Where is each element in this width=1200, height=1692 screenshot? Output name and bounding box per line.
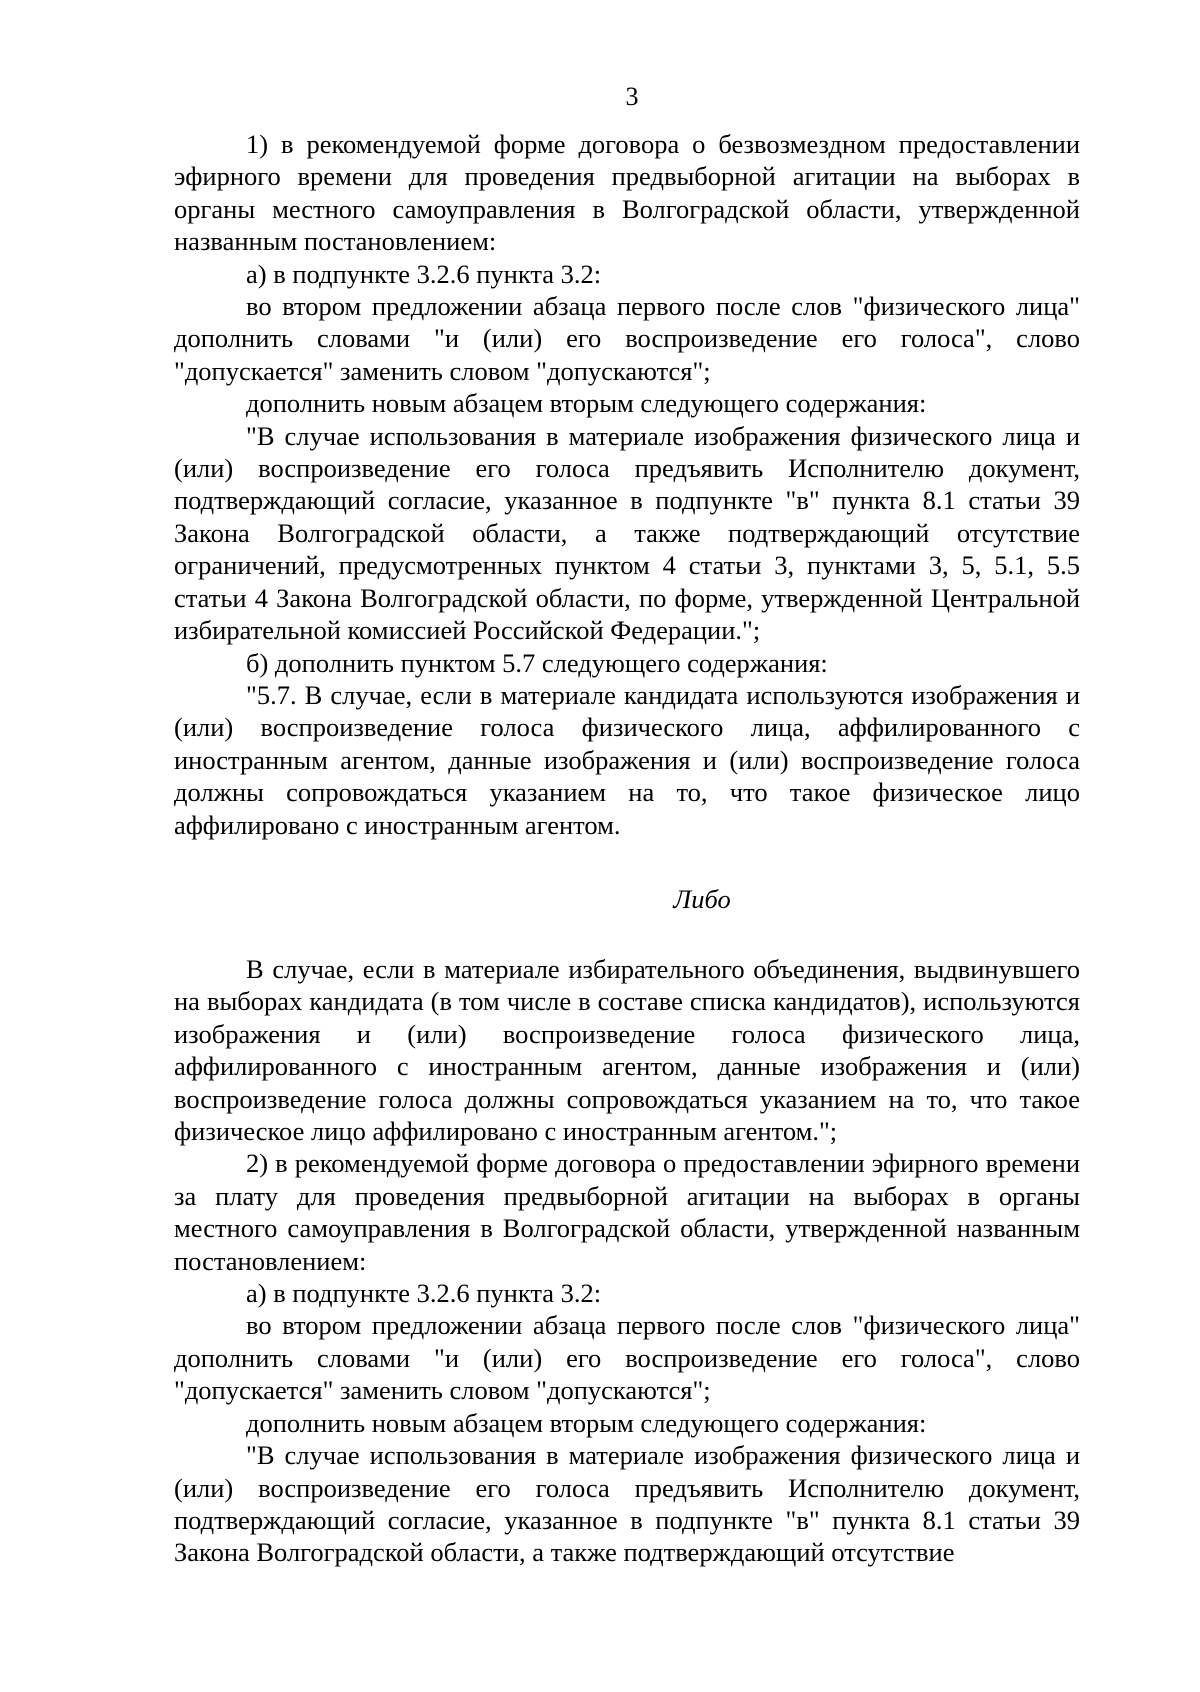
paragraph-quote: "В случае использования в материале изображения физического лица и (или) воспроизведение его голоса предъявить Исполнителю документ, подтверждающий согласие, указанное в подпункте "в" пункта 8.1 статьи 39 Закона Волгоградской области, а также подтверждающий отсутствие ограничений, предусмотренных пунктом 4 статьи 3, пунктами 3, 5, 5.1, 5.5 статьи 4 Закона Волгоградской области, по форме, утвержденной Центральной избирательной комиссией Российской Федерации.";	[174, 420, 1080, 646]
paragraph-amendment-2: во втором предложении абзаца первого после слов "физического лица" дополнить словами "и (или) его воспроизведение его голоса", слово "допускается" заменить словом "допускаются";	[174, 1310, 1080, 1406]
paragraph-quote-2: "В случае использования в материале изображения физического лица и (или) воспроизведение его голоса предъявить Исполнителю документ, подтверждающий согласие, указанное в подпункте "в" пункта 8.1 статьи 39 Закона Волгоградской области, а также подтверждающий отсутствие	[174, 1440, 1080, 1568]
paragraph-add-new-2: дополнить новым абзацем вторым следующего содержания:	[246, 1407, 927, 1438]
page-number: 3	[625, 82, 639, 111]
paragraph-subitem-b: б) дополнить пунктом 5.7 следующего содержания:	[246, 647, 828, 678]
paragraph-subitem-a-2: а) в подпункте 3.2.6 пункта 3.2:	[246, 1278, 602, 1309]
alternative-separator: Либо	[673, 884, 731, 914]
paragraph-subitem-a: а) в подпункте 3.2.6 пункта 3.2:	[246, 258, 602, 289]
paragraph-item-2: 2) в рекомендуемой форме договора о предоставлении эфирного времени за плату для проведения предвыборной агитации на выборах в органы местного самоуправления в Волгоградской области, утвержденной названным постановлением:	[174, 1148, 1080, 1276]
section-b	[174, 953, 1080, 1569]
section-a	[174, 128, 1080, 841]
paragraph-item-1: 1) в рекомендуемой форме договора о безвозмездном предоставлении эфирного времени для проведения предвыборной агитации на выборах в органы местного самоуправления в Волгоградской области, утвержденной названным постановлением:	[174, 129, 1080, 257]
paragraph-alternative: В случае, если в материале избирательного объединения, выдвинувшего на выборах кандидата (в том числе в составе списка кандидатов), используются изображения и (или) воспроизведение голоса физического лица, аффилированного с иностранным агентом, данные изображения и (или) воспроизведение голоса должны сопровождаться указанием на то, что такое физическое лицо аффилировано с иностранным агентом.";	[174, 954, 1080, 1147]
paragraph-amendment: во втором предложении абзаца первого после слов "физического лица" дополнить словами "и (или) его воспроизведение его голоса", слово "допускается" заменить словом "допускаются";	[174, 291, 1080, 386]
paragraph-5-7: "5.7. В случае, если в материале кандидата используются изображения и (или) воспроизведение голоса физического лица, аффилированного с иностранным агентом, данные изображения и (или) воспроизведение голоса должны сопровождаться указанием на то, что такое физическое лицо аффилировано с иностранным агентом.	[174, 679, 1080, 840]
paragraph-add-new: дополнить новым абзацем вторым следующего содержания:	[246, 388, 927, 419]
